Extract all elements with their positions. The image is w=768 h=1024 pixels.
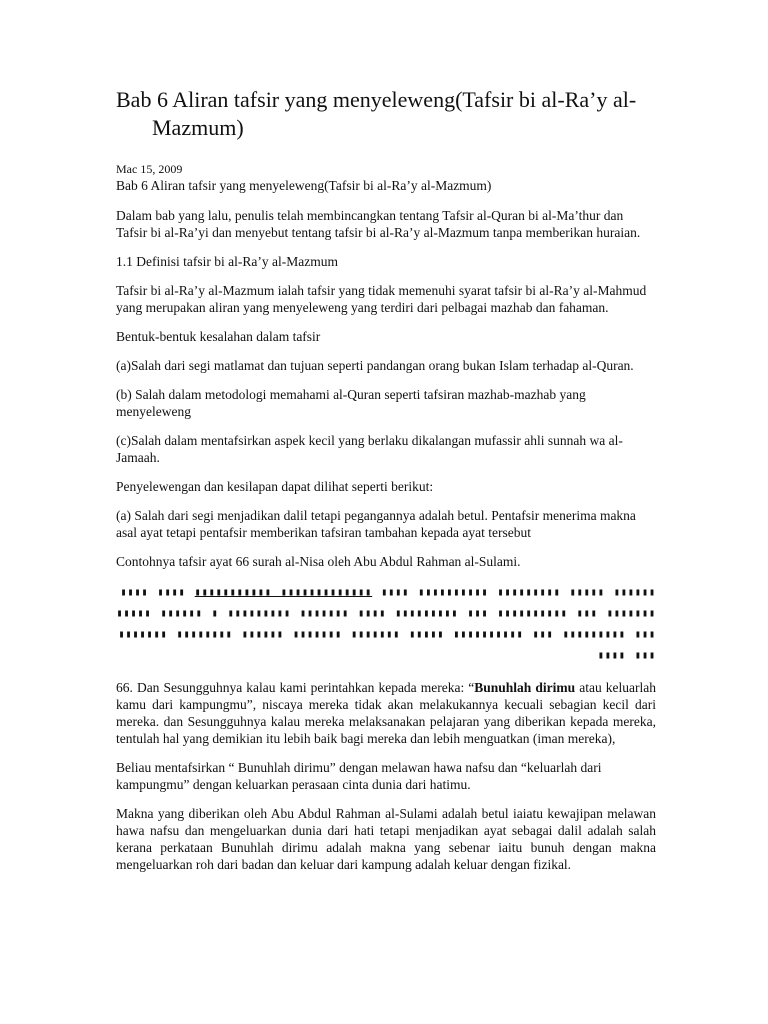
document-subtitle: Bab 6 Aliran tafsir yang menyeleweng(Tafsir bi al-Ra’y al-Mazmum) [116,178,492,193]
arabic-text-segment: ▮▮▮▮▮▮ ▮▮▮▮▮ ▮▮▮▮▮▮▮▮▮ ▮▮▮▮▮▮▮▮▮▮ ▮▮▮▮ [372,587,656,598]
arabic-text-segment: ▮▮▮▮ ▮▮▮▮▮▮▮▮▮▮▮ ▮▮▮ ▮▮▮▮▮▮▮▮▮▮ ▮▮▮ ▮▮▮▮▮▮▮▮▮ ▮▮▮▮ ▮▮▮▮▮▮▮ ▮▮▮▮▮▮▮▮▮ ▮ ▮▮▮▮▮▮ ▮▮▮▮▮▮▮▮ ▮▮▮▮▮▮▮▮▮ ▮▮▮ ▮▮▮▮▮▮▮▮▮▮ ▮▮▮▮▮ ▮▮▮▮▮▮▮ ▮▮▮▮▮▮▮ ▮▮▮▮▮▮ ▮▮▮▮▮▮▮▮ ▮▮▮▮▮▮▮▮▮▮ ▮▮▮▮ [116,587,656,661]
form-a-paragraph: (a)Salah dari segi matlamat dan tujuan seperti pandangan orang bukan Islam terhadap al-Quran. [116,358,634,373]
forms-heading: Bentuk-bentuk kesalahan dalam tafsir [116,329,321,344]
verse-translation-paragraph [116,679,656,747]
section-heading: 1.1 Definisi tafsir bi al-Ra’y al-Mazmum [116,254,338,269]
translation-text: 66. Dan Sesungguhnya kalau kami perintahkan kepada mereka: “ [116,680,475,695]
form-b-paragraph: (b) Salah dalam metodologi memahami al-Quran seperti tafsiran mazhab-mazhab yang menyeleweng [116,387,586,419]
example-paragraph: Contohnya tafsir ayat 66 surah al-Nisa oleh Abu Abdul Rahman al-Sulami. [116,554,521,569]
deviation-a-paragraph: (a) Salah dari segi menjadikan dalil tetapi pegangannya adalah betul. Pentafsir menerima makna asal ayat tetapi pentafsir memberikan tafsiran tambahan kepada ayat tersebut [116,508,636,540]
definition-paragraph: Tafsir bi al-Ra’y al-Mazmum ialah tafsir yang tidak memenuhi syarat tafsir bi al-Ra’y al-Mahmud yang merupakan aliran yang menyeleweng yang terdiri dari pelbagai mazhab dan fahaman. [116,283,647,315]
arabic-underlined-segment: ▮▮▮▮▮▮▮▮▮▮▮▮▮ ▮▮▮▮▮▮▮▮▮▮▮ [194,587,373,598]
document-title: Bab 6 Aliran tafsir yang menyeleweng(Tafsir bi al-Ra’y al-Mazmum) [116,87,637,140]
interpretation-paragraph: Beliau mentafsirkan “ Bunuhlah dirimu” dengan melawan hawa nafsu dan “keluarlah dari kampungmu” dengan keluarkan perasaan cinta dunia dari hatimu. [116,760,602,792]
deviation-intro-paragraph: Penyelewengan dan kesilapan dapat dilihat seperti berikut: [116,479,434,494]
document-page [116,86,656,885]
translation-bold-text: Bunuhlah dirimu [474,680,576,695]
conclusion-paragraph: Makna yang diberikan oleh Abu Abdul Rahman al-Sulami adalah betul iaiatu kewajipan melawan hawa nafsu dan mengeluarkan dunia dari hati tetapi menjadikan ayat sebagai dalil adalah salah kerana perkataan Bunuhlah dirimu adalah makna yang sebenar iaitu bunuh dengan makna mengeluarkan roh dari badan dan keluar dari kampung adalah keluar dengan fizikal. [116,806,656,872]
post-date: Mac 15, 2009 [116,162,183,176]
translation-text: atau keluarlah kamu dari kampungmu”, niscaya mereka tidak akan melakukannya kecuali sebagian kecil dari mereka. dan Sesungguhnya kalau mereka melaksanakan pelajaran yang diberikan kepada mereka, tentulah hal yang demikian itu lebih baik bagi mereka dan lebih menguatkan (iman mereka), [116,680,656,746]
quran-verse-arabic [116,582,656,666]
form-c-paragraph: (c)Salah dalam mentafsirkan aspek kecil yang berlaku dikalangan mufassir ahli sunnah wa al-Jamaah. [116,433,623,465]
intro-paragraph: Dalam bab yang lalu, penulis telah membincangkan tentang Tafsir al-Quran bi al-Ma’thur dan Tafsir bi al-Ra’yi dan menyebut tentang tafsir bi al-Ra’y al-Mazmum tanpa memberikan huraian. [116,208,641,240]
